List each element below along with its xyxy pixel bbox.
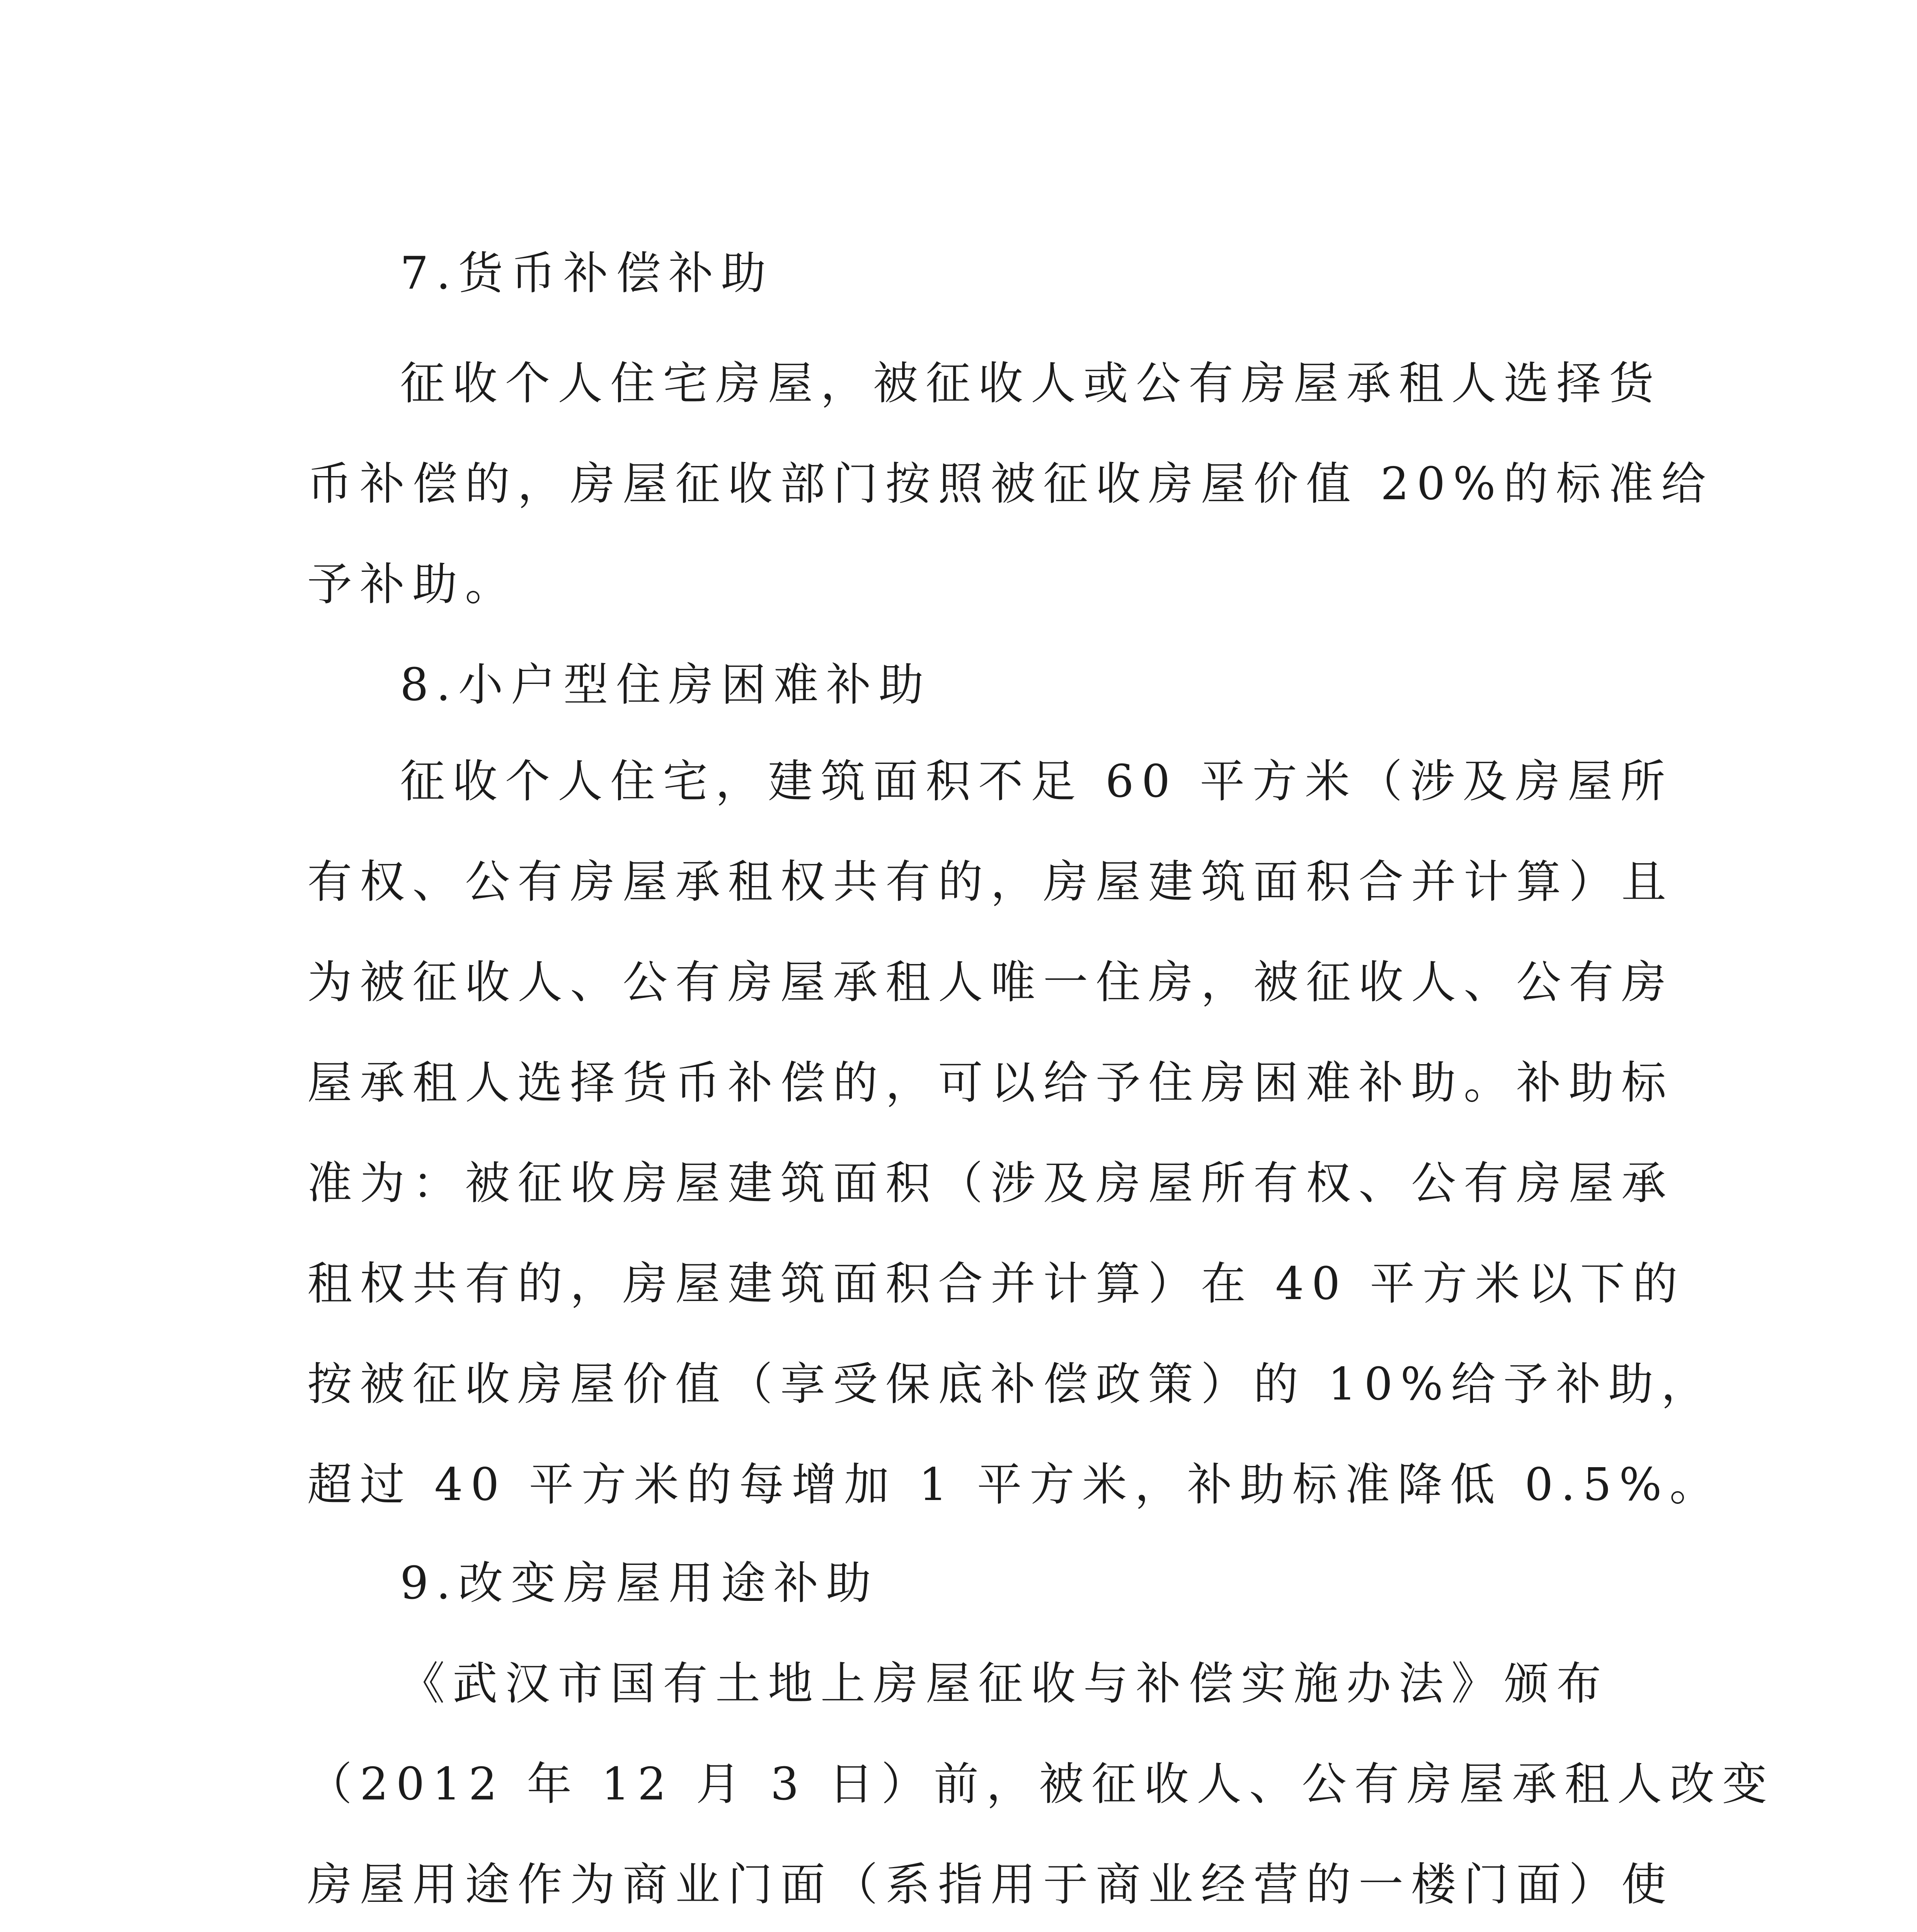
paragraph-line: 房屋用途作为商业门面（系指用于商业经营的一楼门面）使: [307, 1859, 1674, 1911]
paragraph-line: 准为：被征收房屋建筑面积（涉及房屋所有权、公有房屋承: [307, 1157, 1674, 1209]
paragraph-line: 按被征收房屋价值（享受保底补偿政策）的 10%给予补助，: [307, 1358, 1714, 1410]
paragraph-line: 《武汉市国有土地上房屋征收与补偿实施办法》颁布: [400, 1658, 1609, 1710]
paragraph-line: （2012 年 12 月 3 日）前，被征收人、公有房屋承租人改变: [307, 1758, 1775, 1810]
paragraph-line: 征收个人住宅房屋，被征收人或公有房屋承租人选择货: [400, 357, 1662, 410]
section-heading-8: 8.小户型住房困难补助: [400, 659, 931, 711]
paragraph-line: 屋承租人选择货币补偿的，可以给予住房困难补助。补助标: [307, 1057, 1674, 1109]
paragraph-line: 有权、公有房屋承租权共有的，房屋建筑面积合并计算）且: [307, 856, 1674, 908]
section-heading-9: 9.改变房屋用途补助: [400, 1557, 879, 1609]
paragraph-line: 超过 40 平方米的每增加 1 平方米，补助标准降低 0.5%。: [307, 1459, 1722, 1511]
paragraph-line: 为被征收人、公有房屋承租人唯一住房，被征收人、公有房: [307, 956, 1674, 1009]
paragraph-line: 予补助。: [307, 558, 518, 611]
paragraph-line: 币补偿的，房屋征收部门按照被征收房屋价值 20%的标准给: [307, 458, 1714, 510]
section-heading-7: 7.货币补偿补助: [400, 247, 774, 299]
paragraph-line: 征收个人住宅，建筑面积不足 60 平方米（涉及房屋所: [400, 755, 1673, 808]
paragraph-line: 租权共有的，房屋建筑面积合并计算）在 40 平方米以下的: [307, 1258, 1685, 1310]
